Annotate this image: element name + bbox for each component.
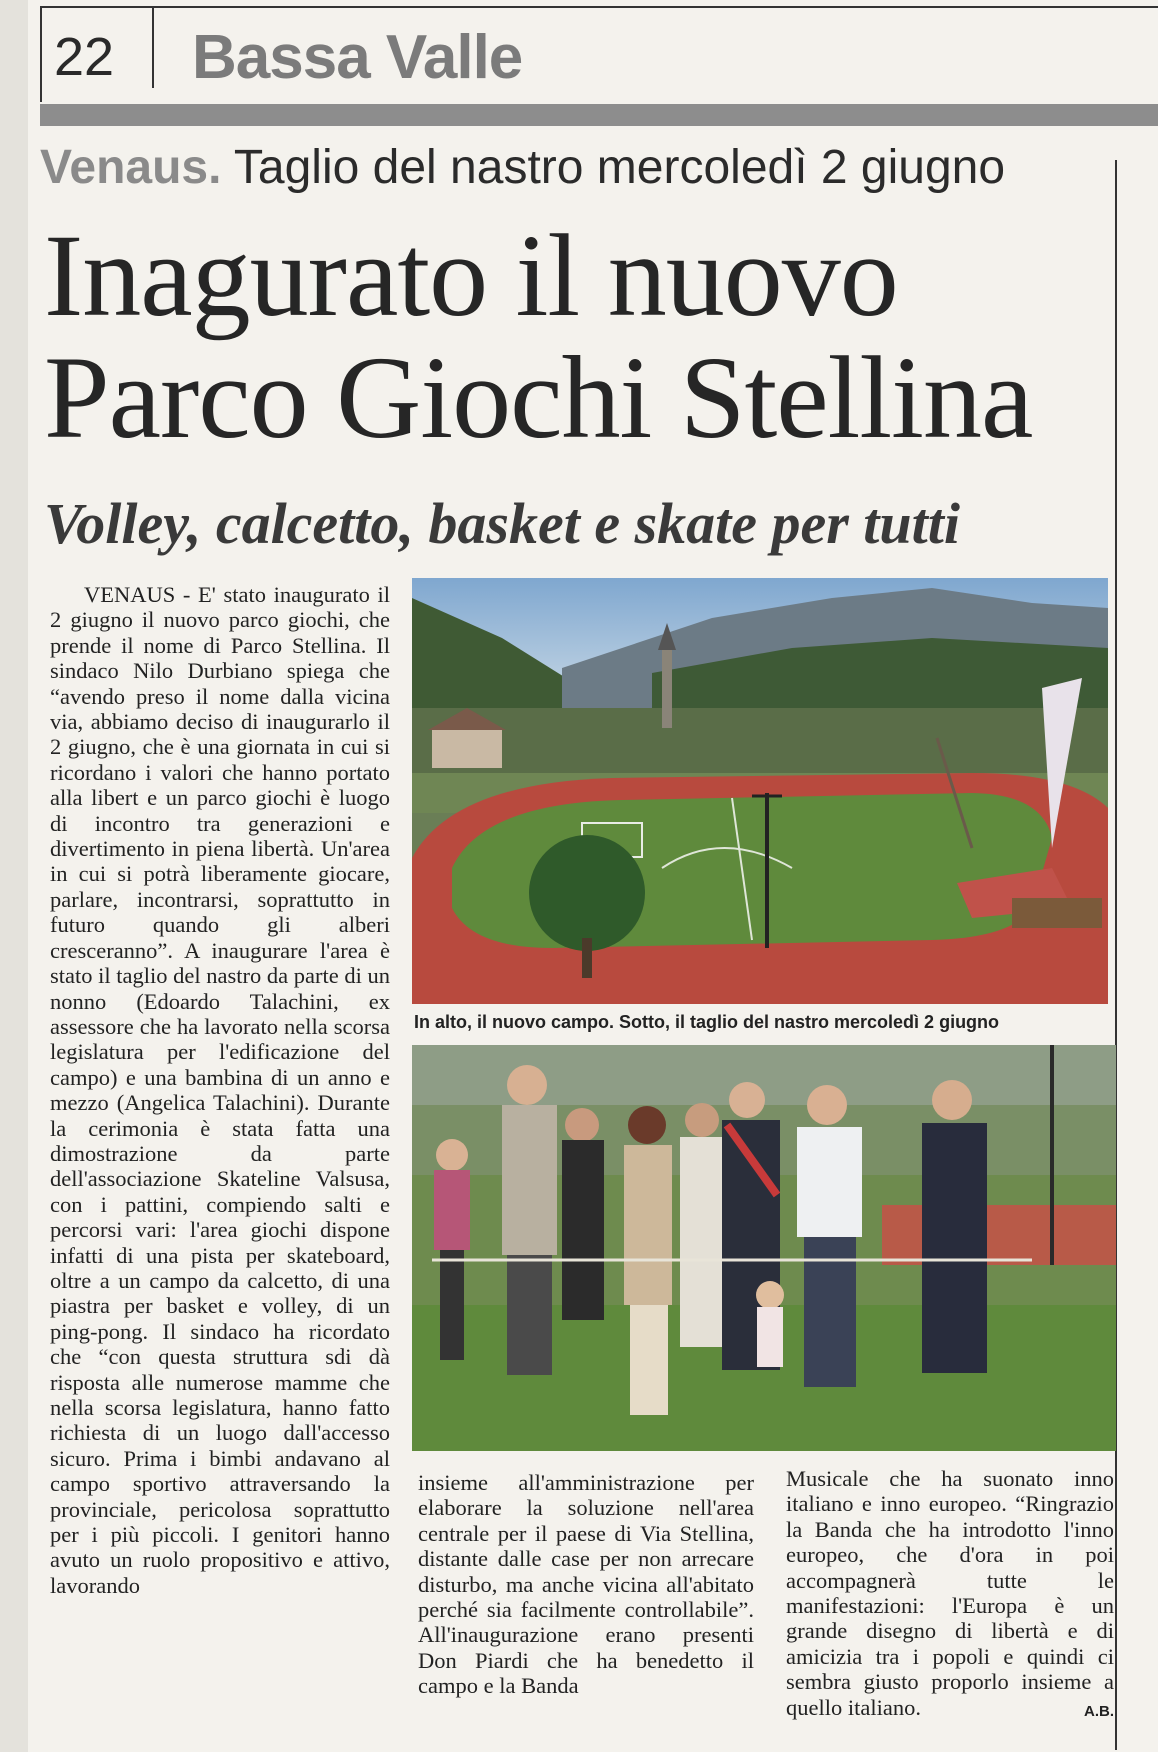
- page-header: [40, 6, 1158, 102]
- ribbon-cutting-illustration: [412, 1045, 1116, 1451]
- article-column-3: [786, 1466, 1114, 1724]
- kicker: [40, 140, 1005, 195]
- author-signature: A.B.: [1084, 1702, 1114, 1720]
- sports-field-illustration: [412, 578, 1108, 1004]
- kicker-text: Taglio del nastro mercoledì 2 giugno: [221, 141, 1006, 194]
- header-divider: [152, 8, 154, 88]
- subheadline: Volley, calcetto, basket e skate per tutti: [44, 491, 961, 556]
- kicker-place: Venaus.: [40, 141, 222, 194]
- page-number: 22: [54, 27, 115, 87]
- header-rule: [40, 104, 1158, 126]
- article-column-1: VENAUS - E' stato inaugurato il 2 giugno il nuovo parco giochi, che prende il nome di Parco Stellina. Il sindaco Nilo Durbiano spiega che “avendo preso il nome dalla vicina via, abbiamo deciso di inaugurarlo il 2 giugno, che è una giornata in cui si ricordano i valori che hanno portato alla libert e un parco giochi è luogo di incontro tra generazioni e divertimento in piena libertà. Un'area in cui si potrà liberamente giocare, parlare, incontrarsi, soprattutto in futuro quando gli alberi cresceranno”. A inaugurare l'area è stato il taglio del nastro da parte di un nonno (Edoardo Talachini, ex assessore che ha lavorato nella scorsa legislatura per l'edificazione del campo) e una bambina di un anno e mezzo (Angelica Talachini). Durante la cerimonia è stata fatta una dimostrazione da parte dell'associazione Skateline Valsusa, con i pattini, compiendo salti e percorsi vari: l'area giochi dispone infatti di una pista per skateboard, oltre a un campo da calcetto, di una piastra per basket e volley, di un ping-pong. Il sindaco ha ricordato che “con questa struttura sdi dà risposta alle numerose mamme che nella scorsa legislatura, hanno fatto richiesta di un luogo dall'accesso sicuro. Prima i bimbi andavano al campo sportivo attraversando la provinciale, pericolosa soprattutto per i più piccoli. I genitori hanno avuto un ruolo propositivo e attivo, lavorando: [50, 582, 390, 1598]
- article-column-3-text: Musicale che ha suonato inno italiano e inno europeo. “Ringrazio la Banda che ha introdotto l'inno europeo, che d'ora in poi accompagnerà tutte le manifestazioni: l'Europa è un grande disegno di libertà e di amicizia tra i popoli e quindi ci sembra giusto proporlo insieme a quello italiano.: [786, 1466, 1114, 1720]
- scan-edge: [0, 0, 28, 1752]
- article-column-2: insieme all'amministrazione per elaborare la soluzione nell'area centrale per il paese di Via Stellina, distante dalle case per non arrecare disturbo, ma anche vicina all'abitato perché sia facilmente controllabile”. All'inaugurazione erano presenti Don Piardi che ha benedetto il campo e la Banda: [418, 1470, 754, 1699]
- section-title: Bassa Valle: [192, 23, 523, 92]
- photo-caption: In alto, il nuovo campo. Sotto, il taglio del nastro mercoledì 2 giugno: [414, 1012, 1000, 1032]
- headline-line-1: Inagurato il nuovo: [44, 210, 898, 341]
- sports-field-photo: [412, 578, 1108, 1004]
- column-rule: [1115, 160, 1117, 1750]
- ribbon-cutting-photo: [412, 1045, 1116, 1451]
- headline: [44, 210, 1114, 463]
- headline-line-2: Parco Giochi Stellina: [44, 332, 1033, 463]
